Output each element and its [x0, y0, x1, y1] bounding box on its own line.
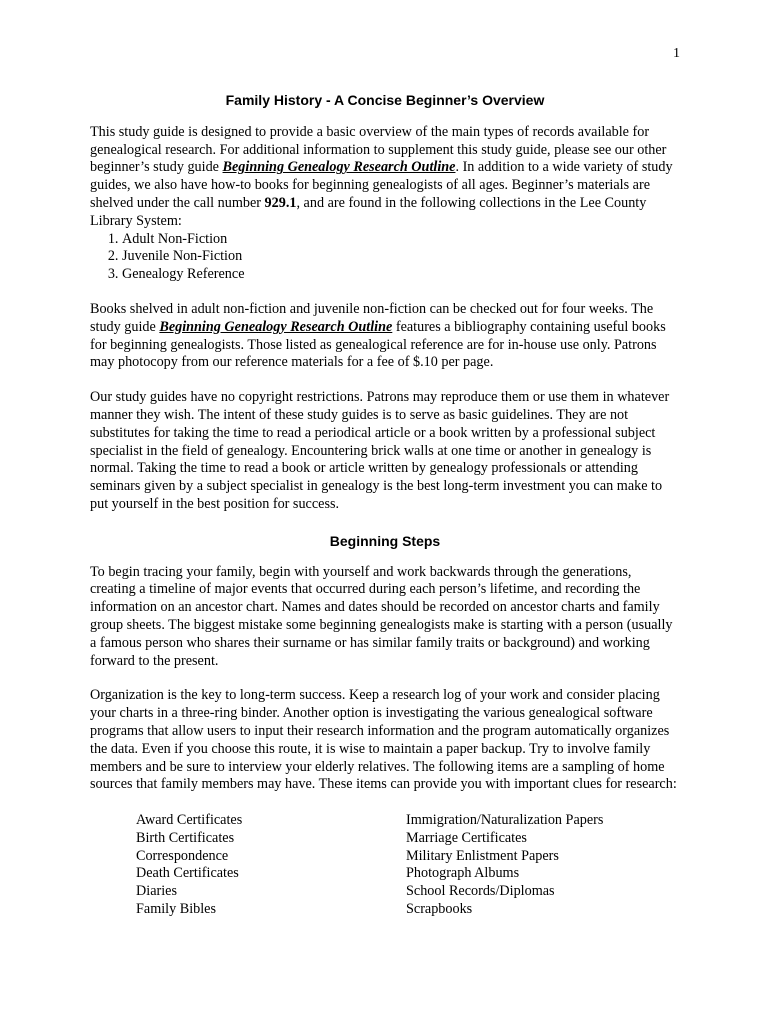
list-item: Scrapbooks [406, 901, 473, 918]
call-number: 929.1 [264, 194, 297, 211]
intro-paragraph [90, 124, 680, 231]
study-guide-reference: Beginning Genealogy Research Outline [222, 159, 456, 176]
list-item: Family Bibles [136, 901, 217, 918]
copyright-paragraph: Our study guides have no copyright restrictions. Patrons may reproduce them or use them in whatever manner they wish. The intent of these study guides is to serve as basic guidelines. They are not substitutes for taking the time to read a periodical article or a book written by a professional subject specialist in the field of genealogy. Encountering brick walls at one time or another in genealogy is normal. Taking the time to read a book or article written by genealogy professionals or attending seminars given by a subject specialist in genealogy is the best long-term investment you can make to put yourself in the best position for success. [90, 389, 670, 512]
intro-text-1: This study guide is designed to provide a basic overview of the main types of records available for genealogical research. For additional information to supplement this study guide, please see our other beginner’s study guide [90, 123, 667, 176]
list-item: 1. Adult Non-Fiction [122, 231, 680, 249]
list-item: Correspondence [136, 847, 229, 864]
list-item: 2. Juvenile Non-Fiction [122, 248, 680, 266]
intro-text-2: . In addition to a wide variety of study guides, we also have how-to books for beginning genealogists of all ages. Beginner’s materials are shelved under the call number [90, 159, 673, 211]
intro-text-3: , and are found in the following collections in the Lee County Library System: [90, 194, 647, 229]
list-item: 3. Genealogy Reference [122, 266, 680, 284]
study-guide-reference: Beginning Genealogy Research Outline [159, 318, 393, 335]
books-paragraph [90, 301, 680, 372]
list-item: School Records/Diplomas [406, 883, 555, 900]
section-heading: Beginning Steps [329, 532, 441, 549]
document-body [90, 92, 680, 919]
books-text-2: features a bibliography containing useful books for beginning genealogists. Those listed as genealogical reference are for in-house use only. Patrons may photocopy from our reference materials for a fee of $.10 per page. [90, 318, 666, 371]
list-item: Photograph Albums [406, 865, 520, 882]
list-item: Death Certificates [136, 865, 239, 882]
organization-paragraph: Organization is the key to long-term success. Keep a research log of your work and consider placing your charts in a three-ring binder. Another option is investigating the various genealogical software programs that allow users to input their research information and the program automatically organizes the data. Even if you choose this route, it is wise to maintain a paper backup. Try to involve family members and be sure to interview your elderly relatives. The following items are a sampling of home sources that family members may have. These items can provide you with important clues for research: [90, 687, 677, 793]
page-title: Family History - A Concise Beginner’s Overview [225, 92, 545, 108]
list-item: Immigration/Naturalization Papers [406, 812, 604, 829]
list-item: Marriage Certificates [406, 829, 527, 846]
home-sources-list [136, 812, 680, 919]
page-number: 1 [673, 46, 680, 61]
list-item: Birth Certificates [136, 829, 235, 846]
beginning-paragraph: To begin tracing your family, begin with yourself and work backwards through the generations, creating a timeline of major events that occurred during each person’s lifetime, and recording the information on an ancestor chart. Names and dates should be recorded on ancestor charts and family group sheets. The biggest mistake some beginning genealogists make is starting with a person (usually a famous person who shares their surname or has similar family traits or background) and working forward to the present. [90, 563, 673, 669]
collections-list [90, 231, 680, 284]
list-item: Diaries [136, 883, 177, 900]
list-item: Award Certificates [136, 812, 243, 829]
list-item: Military Enlistment Papers [406, 847, 559, 864]
books-text-1: Books shelved in adult non-fiction and juvenile non-fiction can be checked out for four weeks. The study guide [90, 300, 654, 335]
